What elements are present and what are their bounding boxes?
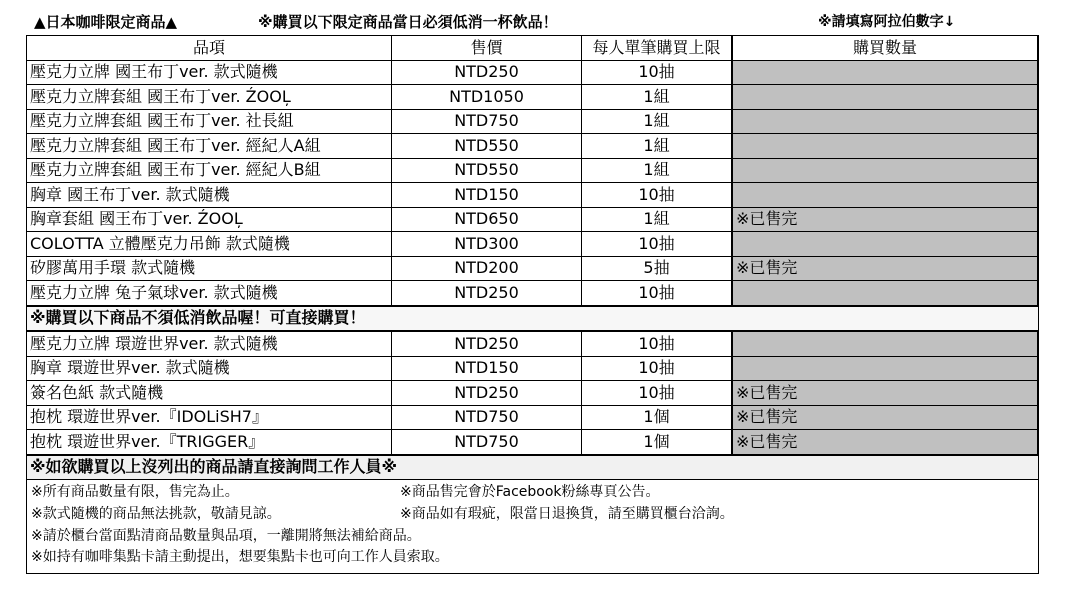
item-price: NTD200 xyxy=(392,256,582,281)
table-row xyxy=(27,207,1039,232)
note-3: ※款式隨機的商品無法挑款，敬請見諒。 xyxy=(31,506,281,522)
note-5: ※請於櫃台當面點清商品數量與品項，一離開將無法補給商品。 xyxy=(31,528,421,544)
quantity-input[interactable] xyxy=(732,183,1038,208)
note-2: ※商品售完會於Facebook粉絲專頁公告。 xyxy=(400,484,660,500)
table-row xyxy=(27,232,1039,257)
item-limit: 1個 xyxy=(582,405,733,430)
quantity-input[interactable]: ※已售完 xyxy=(732,381,1038,406)
column-header-limit: 每人單筆購買上限 xyxy=(582,36,733,61)
item-name: 壓克力立牌 環遊世界ver. 款式隨機 xyxy=(27,331,392,356)
table-row xyxy=(27,109,1039,134)
quantity-input[interactable]: ※已售完 xyxy=(732,405,1038,430)
item-price: NTD250 xyxy=(392,331,582,356)
order-table xyxy=(26,35,1039,480)
item-limit: 10抽 xyxy=(582,232,733,257)
table-row xyxy=(27,381,1039,406)
header-right: ※請填寫阿拉伯數字↓ xyxy=(818,14,956,30)
table-row xyxy=(27,158,1039,183)
item-name: 壓克力立牌套組 國王布丁ver. 社長組 xyxy=(27,109,392,134)
item-price: NTD550 xyxy=(392,158,582,183)
item-limit: 5抽 xyxy=(582,256,733,281)
column-header-price: 售價 xyxy=(392,36,582,61)
note-4: ※商品如有瑕疵，限當日退換貨，請至購買櫃台洽詢。 xyxy=(400,506,734,522)
item-price: NTD250 xyxy=(392,281,582,306)
table-row xyxy=(27,281,1039,306)
table-row xyxy=(27,134,1039,159)
item-price: NTD150 xyxy=(392,356,582,381)
table-row xyxy=(27,405,1039,430)
item-name: 壓克力立牌套組 國王布丁ver. 經紀人B組 xyxy=(27,158,392,183)
header-middle: ※購買以下限定商品當日必須低消一杯飲品！ xyxy=(258,13,558,31)
section-3-heading xyxy=(27,455,1039,480)
item-price: NTD150 xyxy=(392,183,582,208)
section-2-heading-text: ※購買以下商品不須低消飲品喔！可直接購買！ xyxy=(27,306,1039,332)
quantity-input[interactable] xyxy=(732,232,1038,257)
item-limit: 1個 xyxy=(582,430,733,455)
item-name: 胸章 國王布丁ver. 款式隨機 xyxy=(27,183,392,208)
note-6: ※如持有咖啡集點卡請主動提出，想要集點卡也可向工作人員索取。 xyxy=(31,549,449,565)
table-row xyxy=(27,60,1039,85)
quantity-input[interactable]: ※已售完 xyxy=(732,207,1038,232)
note-1: ※所有商品數量有限，售完為止。 xyxy=(31,484,239,500)
item-limit: 10抽 xyxy=(582,331,733,356)
header-left: ▲日本咖啡限定商品▲ xyxy=(34,13,178,31)
item-name: 簽名色紙 款式隨機 xyxy=(27,381,392,406)
item-name: 壓克力立牌 兔子氣球ver. 款式隨機 xyxy=(27,281,392,306)
table-row xyxy=(27,85,1039,110)
item-limit: 1組 xyxy=(582,85,733,110)
item-price: NTD250 xyxy=(392,381,582,406)
item-price: NTD550 xyxy=(392,134,582,159)
item-limit: 1組 xyxy=(582,134,733,159)
quantity-input[interactable] xyxy=(732,281,1038,306)
quantity-input[interactable]: ※已售完 xyxy=(732,430,1038,455)
item-name: 壓克力立牌 國王布丁ver. 款式隨機 xyxy=(27,60,392,85)
item-limit: 10抽 xyxy=(582,356,733,381)
table-header-row xyxy=(27,36,1039,61)
item-name: COLOTTA 立體壓克力吊飾 款式隨機 xyxy=(27,232,392,257)
item-price: NTD650 xyxy=(392,207,582,232)
quantity-input[interactable] xyxy=(732,60,1038,85)
quantity-input[interactable] xyxy=(732,356,1038,381)
item-price: NTD750 xyxy=(392,405,582,430)
quantity-input[interactable] xyxy=(732,134,1038,159)
item-limit: 10抽 xyxy=(582,281,733,306)
item-name: 壓克力立牌套組 國王布丁ver. ŹOOĻ xyxy=(27,85,392,110)
item-price: NTD300 xyxy=(392,232,582,257)
section-2-heading xyxy=(27,306,1039,332)
item-name: 矽膠萬用手環 款式隨機 xyxy=(27,256,392,281)
item-name: 抱枕 環遊世界ver.『TRIGGER』 xyxy=(27,430,392,455)
notes-box xyxy=(26,480,1039,574)
item-limit: 10抽 xyxy=(582,183,733,208)
item-name: 胸章 環遊世界ver. 款式隨機 xyxy=(27,356,392,381)
item-name: 胸章套組 國王布丁ver. ŹOOĻ xyxy=(27,207,392,232)
item-name: 壓克力立牌套組 國王布丁ver. 經紀人A組 xyxy=(27,134,392,159)
section-3-heading-text: ※如欲購買以上沒列出的商品請直接詢問工作人員※ xyxy=(27,455,1039,480)
table-row xyxy=(27,183,1039,208)
quantity-input[interactable]: ※已售完 xyxy=(732,256,1038,281)
table-row xyxy=(27,356,1039,381)
item-name: 抱枕 環遊世界ver.『IDOLiSH7』 xyxy=(27,405,392,430)
table-row xyxy=(27,331,1039,356)
quantity-input[interactable] xyxy=(732,85,1038,110)
item-limit: 10抽 xyxy=(582,381,733,406)
item-price: NTD750 xyxy=(392,109,582,134)
item-price: NTD250 xyxy=(392,60,582,85)
item-limit: 10抽 xyxy=(582,60,733,85)
item-price: NTD750 xyxy=(392,430,582,455)
table-row xyxy=(27,430,1039,455)
item-price: NTD1050 xyxy=(392,85,582,110)
quantity-input[interactable] xyxy=(732,109,1038,134)
item-limit: 1組 xyxy=(582,207,733,232)
column-header-name: 品項 xyxy=(27,36,392,61)
item-limit: 1組 xyxy=(582,158,733,183)
table-row xyxy=(27,256,1039,281)
item-limit: 1組 xyxy=(582,109,733,134)
quantity-input[interactable] xyxy=(732,158,1038,183)
column-header-qty: 購買數量 xyxy=(732,36,1038,61)
quantity-input[interactable] xyxy=(732,331,1038,356)
